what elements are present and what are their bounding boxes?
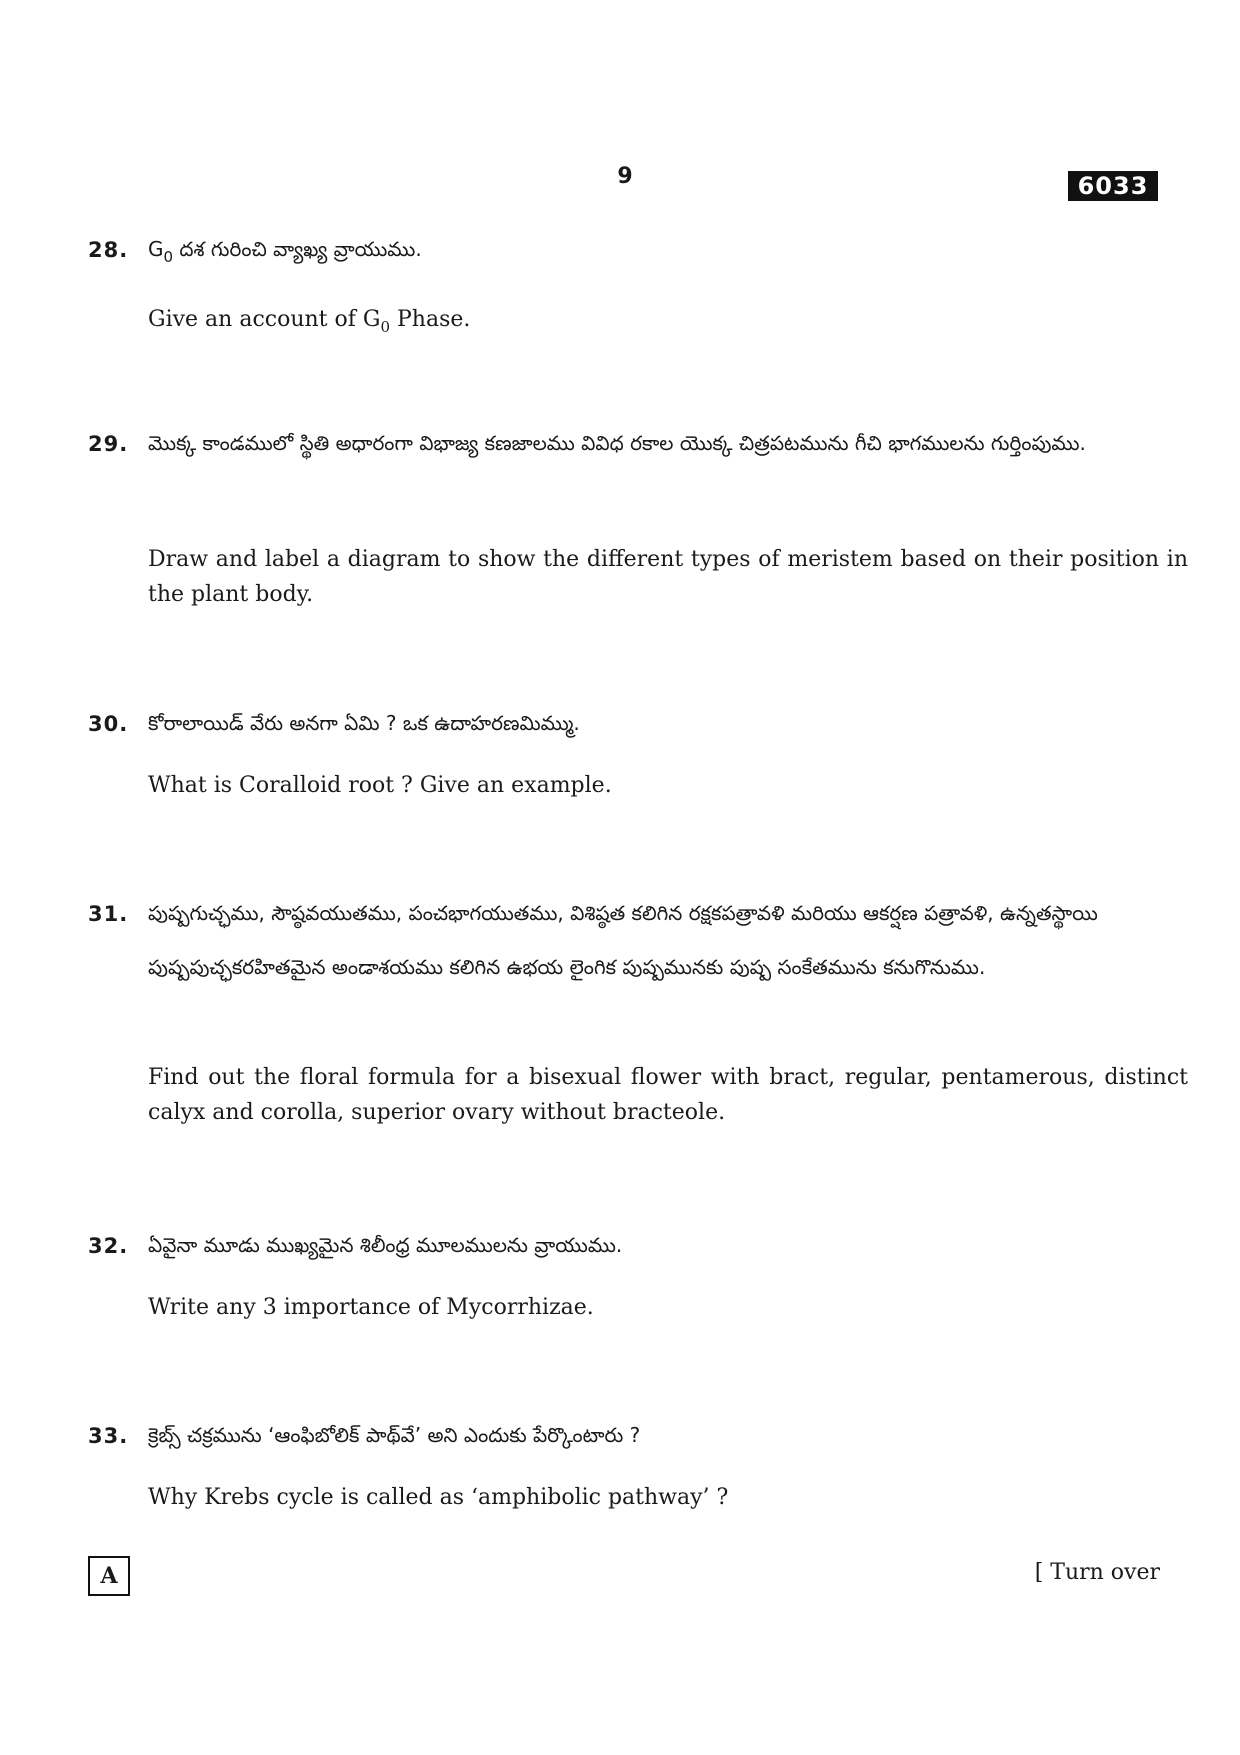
question-text-english: What is Coralloid root ? Give an example. xyxy=(148,773,612,798)
series-box: A xyxy=(88,1556,130,1596)
question-number: 29. xyxy=(88,432,129,456)
page-number: 9 xyxy=(617,164,633,189)
question-text-telugu: మొక్క కాండములో స్థితి అధారంగా విభాజ్య కణజాలము వివిధ రకాల యొక్క చిత్రపటమును గీచి భాగములను గుర్తింపుము. xyxy=(148,431,1086,455)
question-text-telugu: పుష్పగుచ్ఛము, సౌష్ఠవయుతము, పంచభాగయుతము, విశిష్ఠత కలిగిన రక్షకపత్రావళి మరియు ఆకర్షణ పత్రావళి, ఉన్నతస్థాయి పుష్పపుచ్ఛకరహితమైన అండాశయము కలిగిన ఉభయ లైంగిక పుష్పమునకు పుష్ప సంకేతమును కనుగొనుము. xyxy=(148,901,1098,979)
en-prefix: Give an account of G xyxy=(148,307,381,332)
te-suffix: దశ గురించి వ్యాఖ్య వ్రాయుము. xyxy=(173,237,422,261)
question-text-english: Draw and label a diagram to show the different types of meristem based on their position in the plant body. xyxy=(148,547,1188,607)
question-text-telugu: ఏవైనా మూడు ముఖ్యమైన శిలీంధ్ర మూలములను వ్రాయుము. xyxy=(148,1233,623,1257)
question-text-telugu: క్రెబ్స్ చక్రమును ‘ఆంఫిబోలిక్ పాథ్‌వే’ అని ఎందుకు పేర్కొంటారు ? xyxy=(148,1423,641,1447)
question-text-english: Write any 3 importance of Mycorrhizae. xyxy=(148,1295,594,1320)
question-number: 33. xyxy=(88,1424,129,1448)
question-text-english xyxy=(148,302,1188,345)
te-prefix: G xyxy=(148,237,164,261)
question-number: 28. xyxy=(88,238,129,262)
paper-code-badge: 6033 xyxy=(1068,171,1158,201)
question-text-english: Find out the floral formula for a bisexual flower with bract, regular, pentamerous, distinct calyx and corolla, superior ovary without bracteole. xyxy=(148,1065,1188,1125)
turn-over-note: [ Turn over xyxy=(1034,1560,1160,1585)
question-number: 30. xyxy=(88,712,129,736)
te-subscript: 0 xyxy=(163,248,174,266)
question-text-telugu xyxy=(148,222,1188,284)
en-subscript: 0 xyxy=(380,318,391,336)
question-number: 31. xyxy=(88,902,129,926)
question-text-telugu: కోరాలాయిడ్ వేరు అనగా ఏమి ? ఒక ఉదాహరణమిమ్ము. xyxy=(148,711,580,735)
en-suffix: Phase. xyxy=(390,307,471,332)
question-number: 32. xyxy=(88,1234,129,1258)
question-text-english: Why Krebs cycle is called as ‘amphibolic pathway’ ? xyxy=(148,1485,729,1510)
